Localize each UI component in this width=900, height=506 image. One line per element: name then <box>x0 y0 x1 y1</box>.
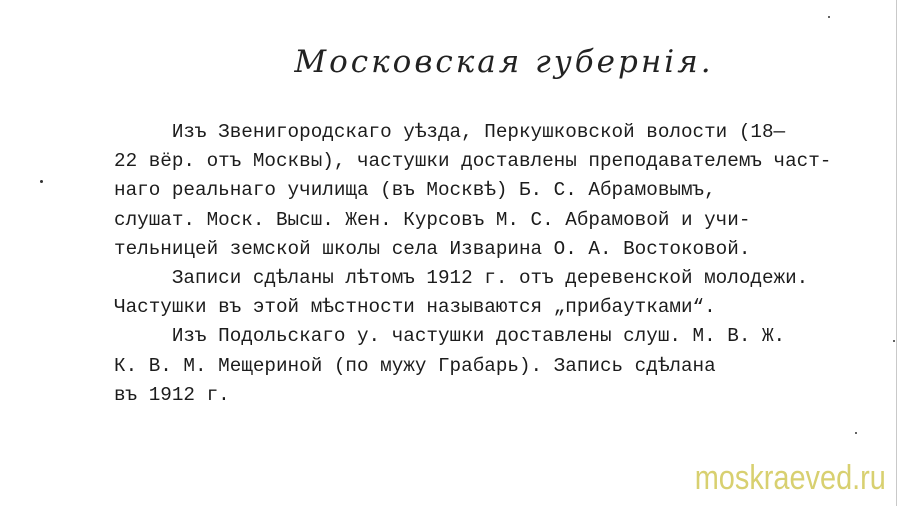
text-line: Изъ Звенигородскаго уѣзда, Перкушковской волости (18— <box>114 121 786 143</box>
speck <box>40 180 43 183</box>
speck <box>855 432 857 434</box>
text-line: 22 вёр. отъ Москвы), частушки доставлены преподавателемъ част- <box>114 150 832 173</box>
text-line: К. В. М. Мещериной (по мужу Грабарь). Запись сдѣлана <box>114 354 716 377</box>
watermark: moskraeved.ru <box>694 459 886 497</box>
text-line: Частушки въ этой мѣстности называются „прибаутками“. <box>114 296 716 319</box>
speck <box>893 340 895 342</box>
text-line: Записи сдѣланы лѣтомъ 1912 г. отъ деревенской молодежи. <box>114 267 809 290</box>
text-line: въ 1912 г. <box>114 383 230 406</box>
speck <box>828 16 830 18</box>
body-text <box>114 118 886 410</box>
page-title: Московская губернія. <box>294 44 714 80</box>
text-line: наго реальнаго училища (въ Москвѣ) Б. С. Абрамовымъ, <box>114 179 716 202</box>
text-line: Изъ Подольскаго у. частушки доставлены слуш. М. В. Ж. <box>114 325 786 348</box>
text-line: слушат. Моск. Высш. Жен. Курсовъ М. С. Абрамовой и учи- <box>114 208 751 231</box>
text-line: тельницей земской школы села Изварина О. А. Востоковой. <box>114 237 751 260</box>
